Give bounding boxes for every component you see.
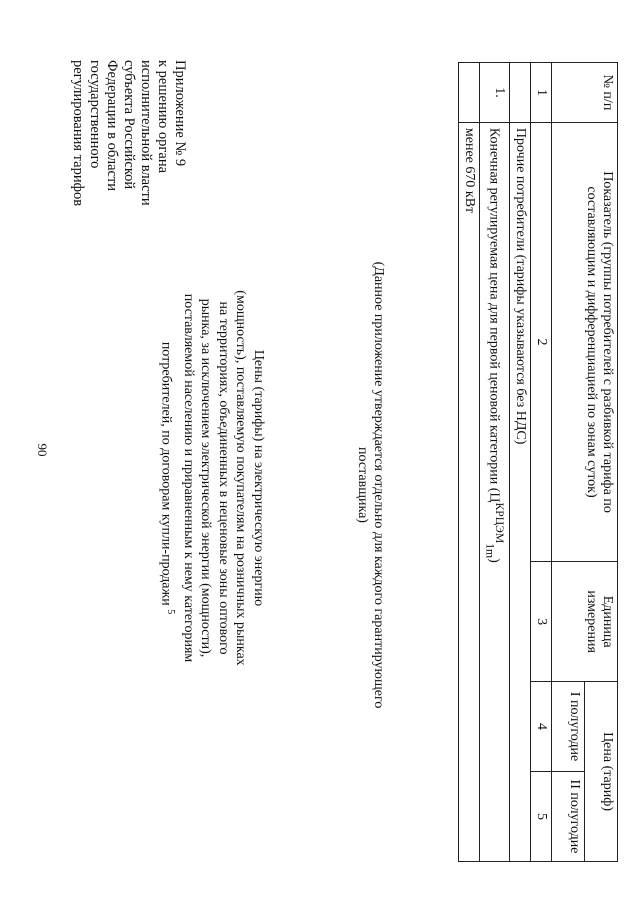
section-title: Прочие потребители (тарифы указываются без НДС): [510, 122, 531, 861]
title-line: поставляемой населению и приравненным к нему категориям: [181, 293, 196, 663]
col-number: 5: [531, 772, 552, 862]
table-header-row: [585, 63, 618, 862]
appendix-line: регулирования тарифов: [70, 60, 86, 207]
header-indicator: Показатель (группы потребителей с разбивкой тарифа по составляющим и дифференциацией по зонам суток): [552, 122, 618, 561]
column-numbers-row: [531, 63, 552, 862]
title-line: Цены (тарифы) на электрическую энергию: [251, 349, 266, 607]
table-row: [510, 63, 531, 862]
header-half1: I полугодие: [552, 682, 585, 772]
appendix-line: к решению органа: [155, 60, 171, 174]
header-price: Цена (тариф): [585, 682, 618, 862]
title-line: рынка, за исключением электрической энергии (мощности),: [198, 298, 214, 658]
appendix-line: государственного: [87, 60, 103, 169]
appendix-line: Приложение № 9: [172, 60, 188, 167]
empty-cell: [458, 63, 479, 123]
table-row: [479, 63, 509, 862]
appendix-line: Федерации в области: [104, 60, 120, 192]
col-number: 2: [531, 122, 552, 561]
col-number: 3: [531, 562, 552, 682]
empty-cell: [510, 63, 531, 123]
title-line: потребителей, по договорам купли-продажи $^5$: [158, 341, 177, 615]
appendix-header: [69, 60, 188, 260]
header-unit: Единица измерения: [552, 562, 618, 682]
tariff-table: [458, 62, 618, 862]
approval-note: (Данное приложение утверждается отдельно для каждого гарантирующего поставщика): [355, 261, 386, 709]
footnote-mark: 5: [165, 609, 177, 615]
header-half2: II полугодие: [552, 772, 585, 862]
document-title: [157, 258, 267, 698]
appendix-line: субъекта Российской: [121, 60, 137, 190]
col-number: 4: [531, 682, 552, 772]
row-indicator: менее 670 кВт: [458, 122, 479, 861]
title-line: (мощность), поставляемую покупателям на розничных рынках: [233, 290, 249, 666]
row-number: 1.: [479, 63, 509, 123]
appendix-line: исполнительной власти: [138, 60, 154, 206]
row-indicator: Конечная регулируемая цена для первой ценовой категории $(Ц^{КРЦЭМ}_{1m})$: [479, 122, 509, 861]
col-number: 1: [531, 63, 552, 123]
title-line: на территориях, объединенных в неценовые зоны оптового: [216, 301, 231, 655]
table-row: [458, 63, 479, 862]
page-number: 90: [35, 443, 50, 457]
header-num: № п/п: [552, 63, 618, 123]
